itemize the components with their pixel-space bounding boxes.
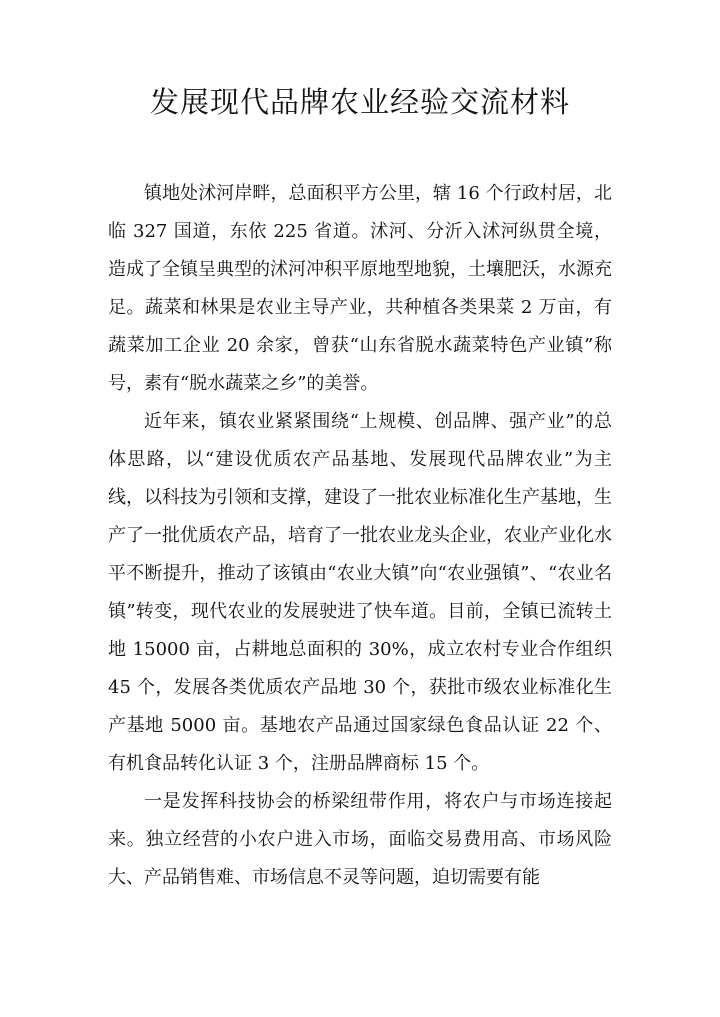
document-body: [108, 175, 612, 897]
document-title: 发展现代品牌农业经验交流材料: [149, 85, 570, 119]
paragraph-overview: 镇地处沭河岸畔，总面积平方公里，辖 16 个行政村居，北临 327 国道，东依 225 省道。沭河、分沂入沭河纵贯全境，造成了全镇呈典型的沭河冲积平原地型地貌，土壤肥沃，水源充足。蔬菜和林果是农业主导产业，共种植各类果菜 2 万亩，有蔬菜加工企业 20 余家，曾获“山东省脱水蔬菜特色产业镇”称号，素有“脱水蔬菜之乡”的美誉。: [108, 183, 612, 394]
paragraph-science-association: 一是发挥科技协会的桥梁纽带作用，将农户与市场连接起来。独立经营的小农户进入市场，面临交易费用高、市场风险大、产品销售难、市场信息不灵等问题，迫切需要有能: [108, 791, 612, 888]
paragraph-recent-years: 近年来，镇农业紧紧围绕“上规模、创品牌、强产业”的总体思路，以“建设优质农产品基地、发展现代品牌农业”为主线，以科技为引领和支撑，建设了一批农业标准化生产基地，生产了一批优质农产品，培育了一批农业龙头企业，农业产业化水平不断提升，推动了该镇由“农业大镇”向“农业强镇”、“农业名镇”转变，现代农业的发展驶进了快车道。目前，全镇已流转土地 15000 亩，占耕地总面积的 30%，成立农村专业合作组织 45 个，发展各类优质农产品地 30 个，获批市级农业标准化生产基地 5000 亩。基地农产品通过国家绿色食品认证 22 个、有机食品转化认证 3 个，注册品牌商标 15 个。: [108, 411, 612, 774]
